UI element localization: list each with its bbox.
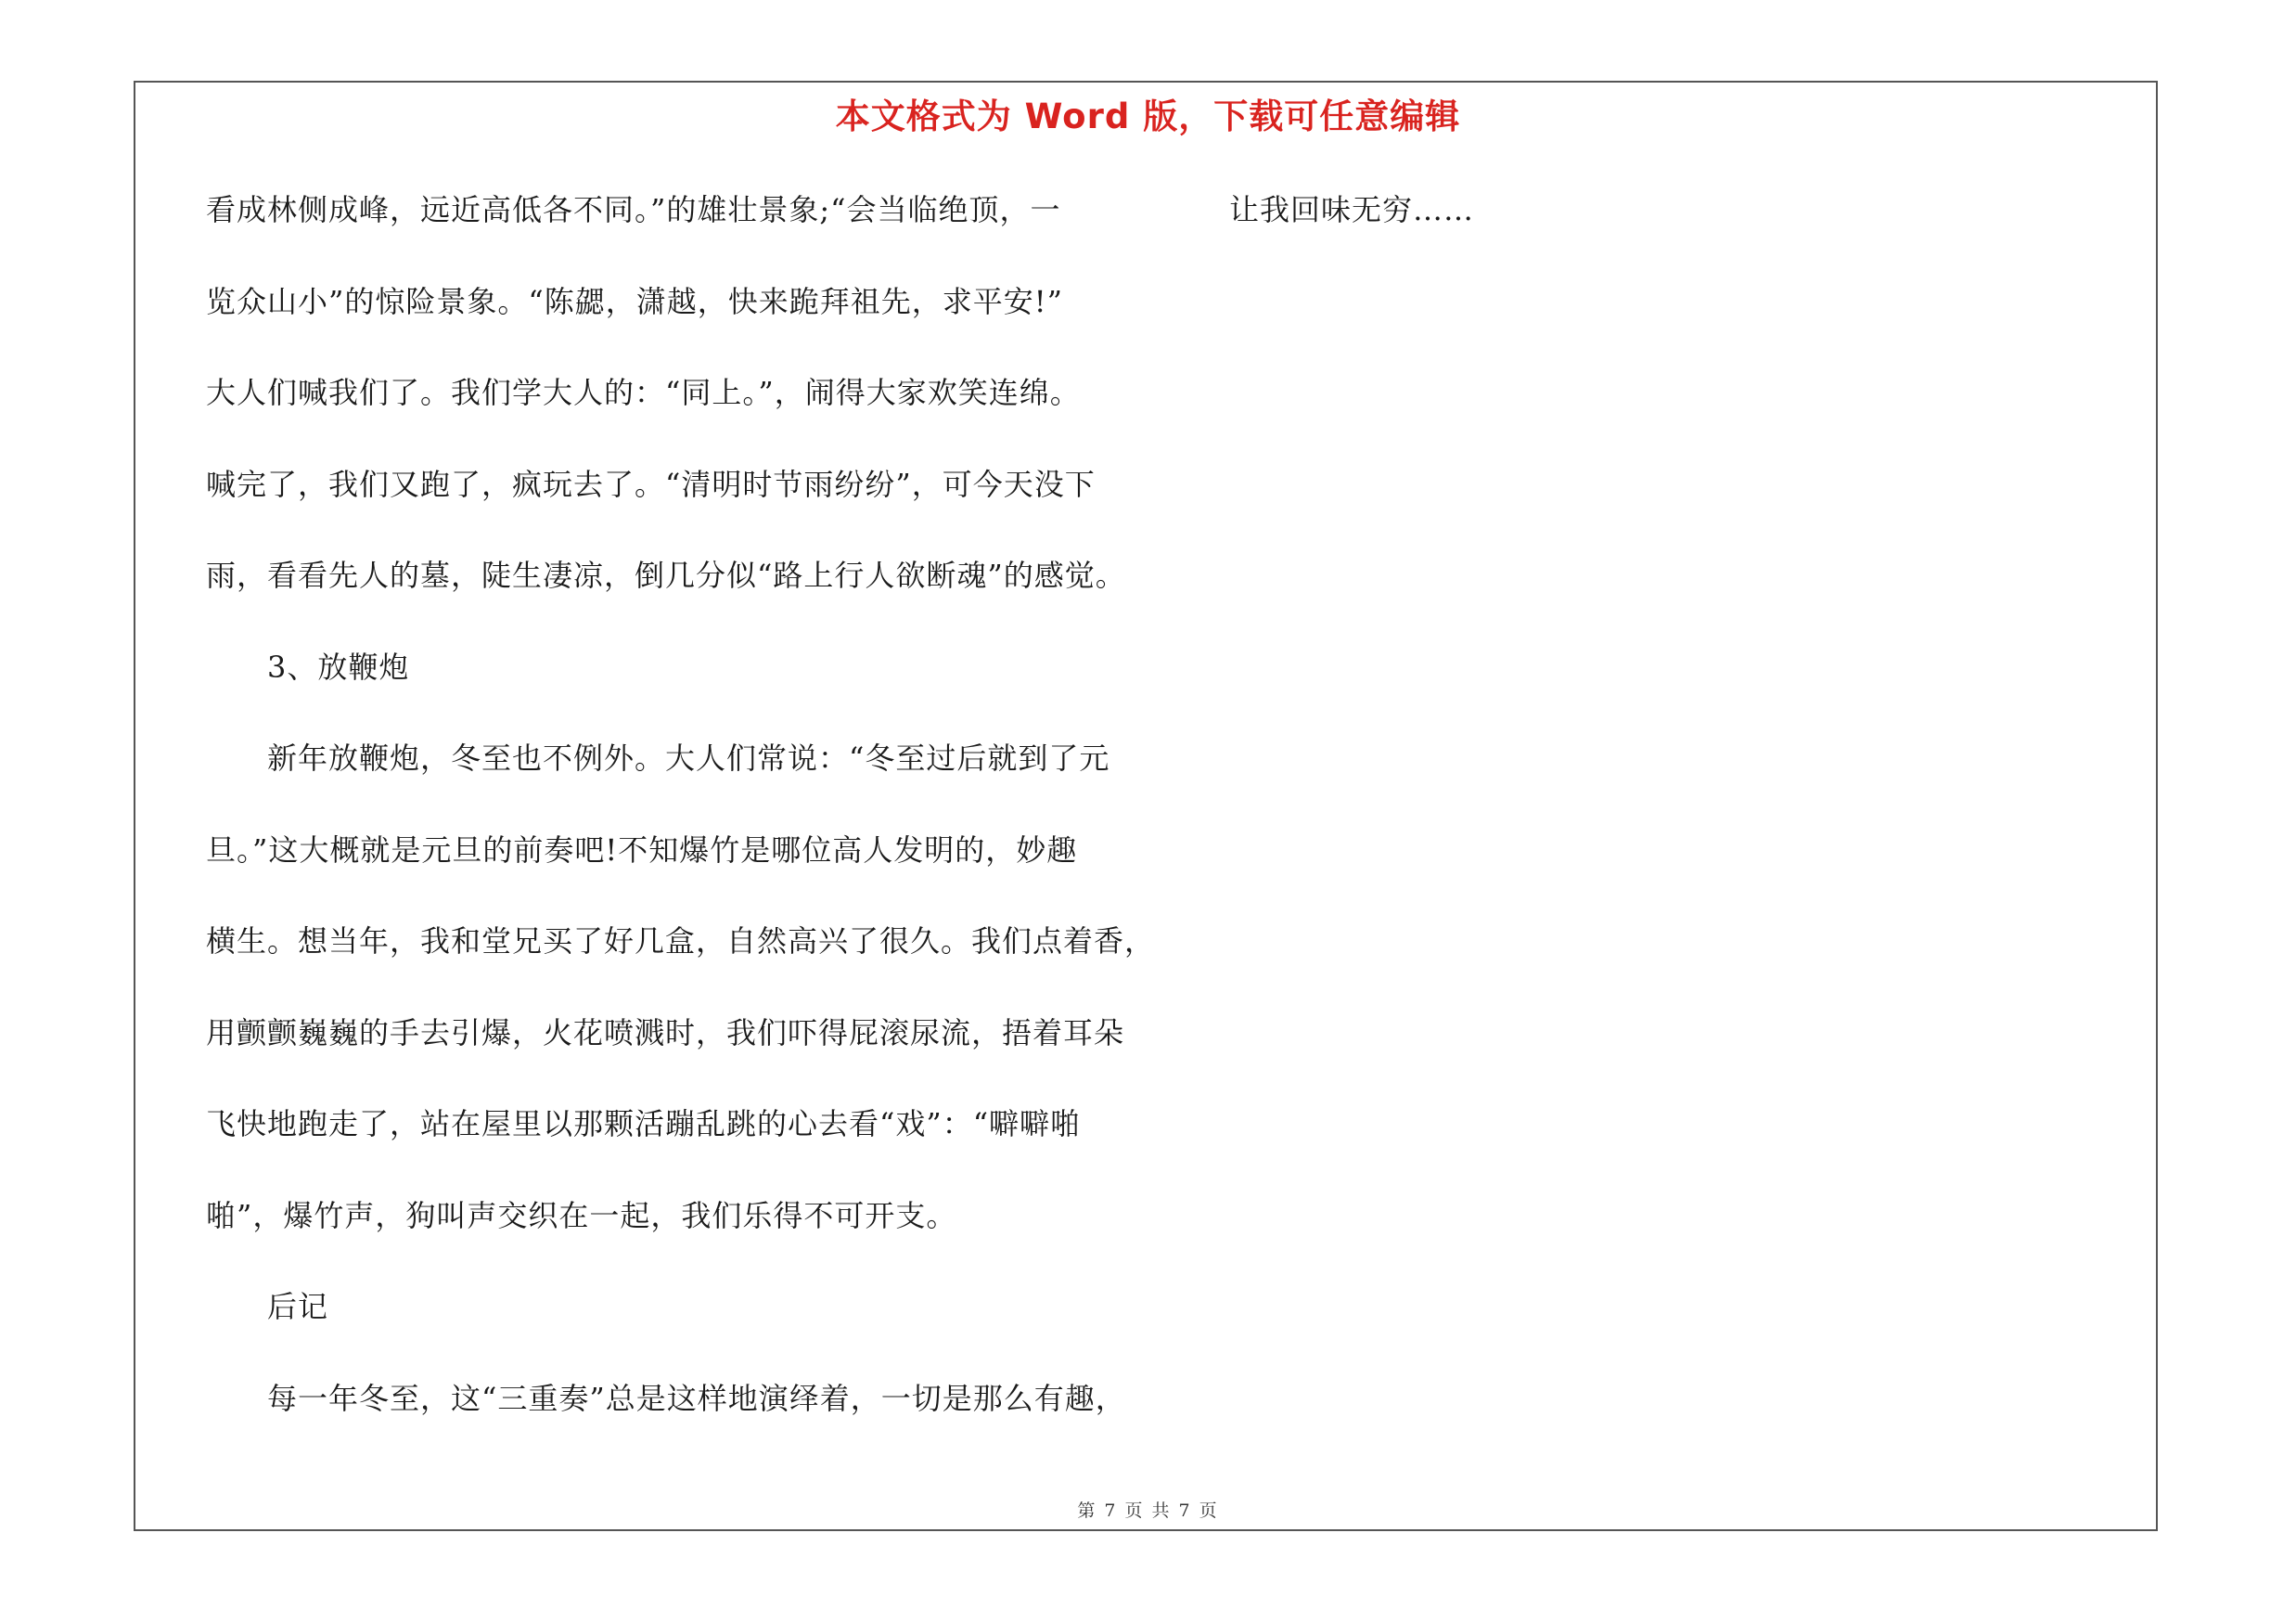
text-line: 喊完了，我们又跑了，疯玩去了。“清明时节雨纷纷”，可今天没下 (206, 466, 1096, 502)
text-line: 飞快地跑走了，站在屋里以那颗活蹦乱跳的心去看“戏”：“噼噼啪 (206, 1106, 1082, 1141)
text-line: 大人们喊我们了。我们学大人的：“同上。”，闹得大家欢笑连绵。 (206, 375, 1081, 410)
section-heading: 3、放鞭炮 (267, 649, 410, 685)
text-line: 雨，看看先人的墓，陡生凄凉，倒几分似“路上行人欲断魂”的感觉。 (206, 558, 1126, 593)
left-column (206, 182, 1156, 1462)
text-line: 啪”，爆竹声，狗叫声交织在一起，我们乐得不可开支。 (206, 1197, 957, 1233)
text-line: 每一年冬至，这“三重奏”总是这样地演绎着，一切是那么有趣， (267, 1380, 1126, 1416)
right-column (1229, 182, 1786, 274)
text-line: 旦。”这大概就是元旦的前奏吧!不知爆竹是哪位高人发明的，妙趣 (206, 831, 1078, 868)
section-heading: 后记 (267, 1289, 329, 1324)
text-line: 用颤颤巍巍的手去引爆，火花喷溅时，我们吓得屁滚尿流，捂着耳朵 (206, 1014, 1125, 1050)
text-line: 览众山小”的惊险景象。“陈勰，潇越，快来跪拜祖先，求平安!” (206, 283, 1063, 319)
page-footer: 第 7 页 共 7 页 (1077, 1501, 1219, 1521)
text-line: 新年放鞭炮，冬至也不例外。大人们常说：“冬至过后就到了元 (267, 741, 1110, 776)
header-banner: 本文格式为 Word 版，下载可任意编辑 (835, 97, 1461, 136)
text-line: 横生。想当年，我和堂兄买了好几盒，自然高兴了很久。我们点着香， (206, 923, 1156, 959)
text-line: 让我回味无穷…… (1229, 192, 1475, 227)
text-line: 看成林侧成峰，远近高低各不同。”的雄壮景象;“会当临绝顶，一 (206, 192, 1061, 227)
